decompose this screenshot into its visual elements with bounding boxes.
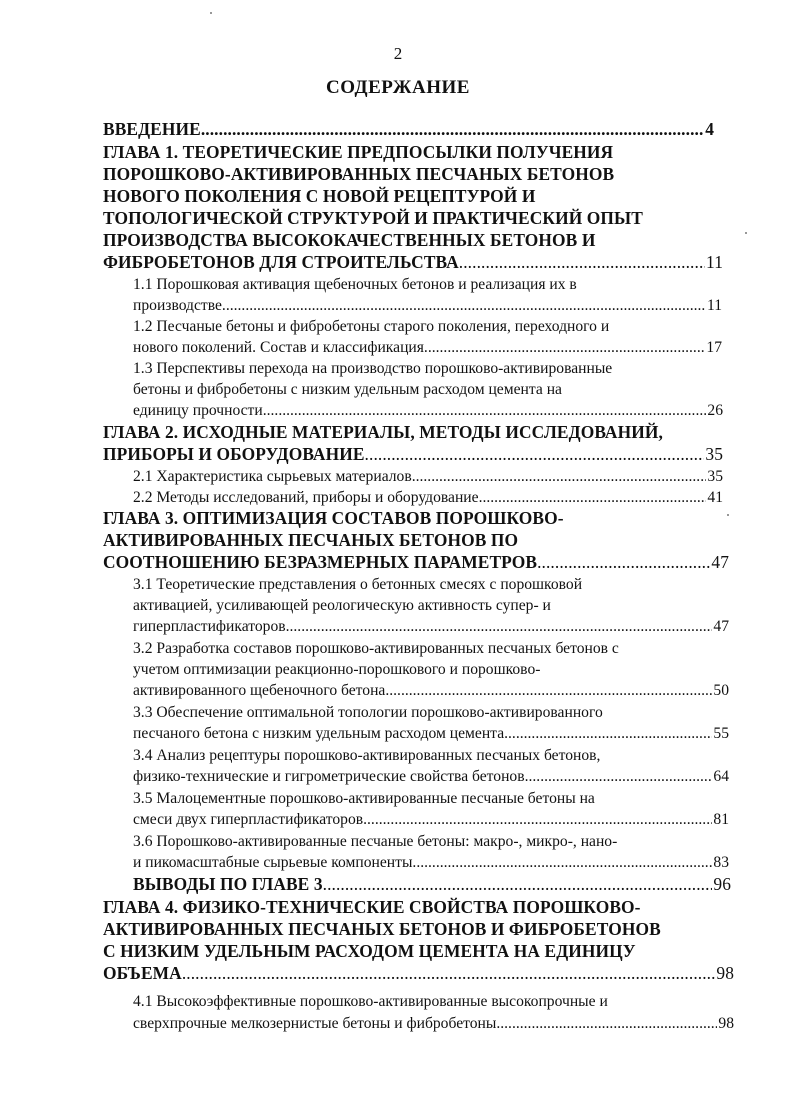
chapter-1-title-line: ГЛАВА 1. ТЕОРЕТИЧЕСКИЕ ПРЕДПОСЫЛКИ ПОЛУЧЕНИЯ	[103, 142, 614, 162]
chapter-1-title-line: ПОРОШКОВО-АКТИВИРОВАННЫХ ПЕСЧАНЫХ БЕТОНОВ	[103, 164, 615, 184]
section-3-2-line: учетом оптимизации реакционно-порошкового и порошково-	[133, 661, 541, 678]
section-3-5-line: 3.5 Малоцементные порошково-активированные песчаные бетоны на	[133, 790, 595, 807]
chapter-1-title-line: ПРОИЗВОДСТВА ВЫСОКОКАЧЕСТВЕННЫХ БЕТОНОВ И	[103, 230, 596, 250]
chapter-3-conclusions-entry: ВЫВОДЫ ПО ГЛАВЕ 3 ..... 96	[133, 874, 731, 895]
section-1-3-line: 1.3 Перспективы перехода на производство порошково-активированные	[133, 360, 613, 377]
section-2-1-entry: 2.1 Характеристика сырьевых материалов ..... 35	[133, 466, 723, 487]
chapter-4-title-line: АКТИВИРОВАННЫХ ПЕСЧАНЫХ БЕТОНОВ И ФИБРОБЕТОНОВ	[103, 919, 661, 939]
chapter-2-title-line: ГЛАВА 2. ИСХОДНЫЕ МАТЕРИАЛЫ, МЕТОДЫ ИССЛЕДОВАНИЙ,	[103, 422, 663, 442]
section-3-4-entry: физико-технические и гигрометрические свойства бетонов ..... 64	[133, 766, 729, 787]
section-1-1-entry: производстве ..... 11	[133, 295, 722, 316]
page-number: 2	[393, 44, 403, 63]
section-3-6-entry: и пикомасштабные сырьевые компоненты ..... 83	[133, 852, 729, 873]
section-3-6-line: 3.6 Порошково-активированные песчаные бетоны: макро-, микро-, нано-	[133, 833, 618, 850]
section-3-2-entry: активированного щебеночного бетона ..... 50	[133, 680, 729, 701]
chapter-2-entry: ПРИБОРЫ И ОБОРУДОВАНИЕ ..... 35	[103, 444, 723, 465]
scan-speck	[210, 12, 212, 14]
chapter-1-title-line: ТОПОЛОГИЧЕСКОЙ СТРУКТУРОЙ И ПРАКТИЧЕСКИЙ ОПЫТ	[103, 208, 643, 228]
section-3-5-entry: смеси двух гиперпластификаторов ..... 81	[133, 809, 729, 830]
section-1-3-entry: единицу прочности ..... 26	[133, 400, 723, 421]
scan-speck	[745, 232, 747, 234]
chapter-3-title-line: АКТИВИРОВАННЫХ ПЕСЧАНЫХ БЕТОНОВ ПО	[103, 530, 519, 550]
section-1-1-line: 1.1 Порошковая активация щебеночных бетонов и реализация их в	[133, 276, 577, 293]
section-1-3-line: бетоны и фибробетоны с низким удельным расходом цемента на	[133, 381, 562, 398]
page-title: СОДЕРЖАНИЕ	[326, 77, 470, 98]
section-1-2-line: 1.2 Песчаные бетоны и фибробетоны старого поколения, переходного и	[133, 318, 610, 335]
section-3-1-entry: гиперпластификаторов ..... 47	[133, 616, 729, 637]
chapter-3-title-line: ГЛАВА 3. ОПТИМИЗАЦИЯ СОСТАВОВ ПОРОШКОВО-	[103, 508, 564, 528]
chapter-1-entry: ФИБРОБЕТОНОВ ДЛЯ СТРОИТЕЛЬСТВА ..... 11	[103, 252, 723, 273]
chapter-3-entry: СООТНОШЕНИЮ БЕЗРАЗМЕРНЫХ ПАРАМЕТРОВ ..... 47	[103, 552, 729, 573]
section-3-3-entry: песчаного бетона с низким удельным расходом цемента ..... 55	[133, 723, 729, 744]
chapter-4-title-line: ГЛАВА 4. ФИЗИКО-ТЕХНИЧЕСКИЕ СВОЙСТВА ПОРОШКОВО-	[103, 897, 641, 917]
section-3-4-line: 3.4 Анализ рецептуры порошково-активированных песчаных бетонов,	[133, 747, 601, 764]
section-1-2-entry: нового поколений. Состав и классификация. ..... 17	[133, 337, 722, 358]
section-4-1-entry: сверхпрочные мелкозернистые бетоны и фибробетоны ..... 98	[133, 1013, 734, 1034]
scan-speck	[727, 514, 729, 516]
chapter-1-title-line: НОВОГО ПОКОЛЕНИЯ С НОВОЙ РЕЦЕПТУРОЙ И	[103, 186, 536, 206]
section-2-2-entry: 2.2 Методы исследований, приборы и оборудование ..... 41	[133, 487, 723, 508]
section-3-1-line: 3.1 Теоретические представления о бетонных смесях с порошковой	[133, 576, 583, 593]
section-3-1-line: активацией, усиливающей реологическую активность супер- и	[133, 597, 551, 614]
section-3-2-line: 3.2 Разработка составов порошково-активированных песчаных бетонов с	[133, 640, 619, 657]
toc-entry-introduction: ВВЕДЕНИЕ ..... 4	[103, 119, 714, 140]
chapter-4-title-line: С НИЗКИМ УДЕЛЬНЫМ РАСХОДОМ ЦЕМЕНТА НА ЕДИНИЦУ	[103, 941, 636, 961]
chapter-4-entry: ОБЪЕМА ..... 98	[103, 963, 734, 984]
section-3-3-line: 3.3 Обеспечение оптимальной топологии порошково-активированного	[133, 704, 603, 721]
section-4-1-line: 4.1 Высокоэффективные порошково-активированные высокопрочные и	[133, 993, 608, 1010]
